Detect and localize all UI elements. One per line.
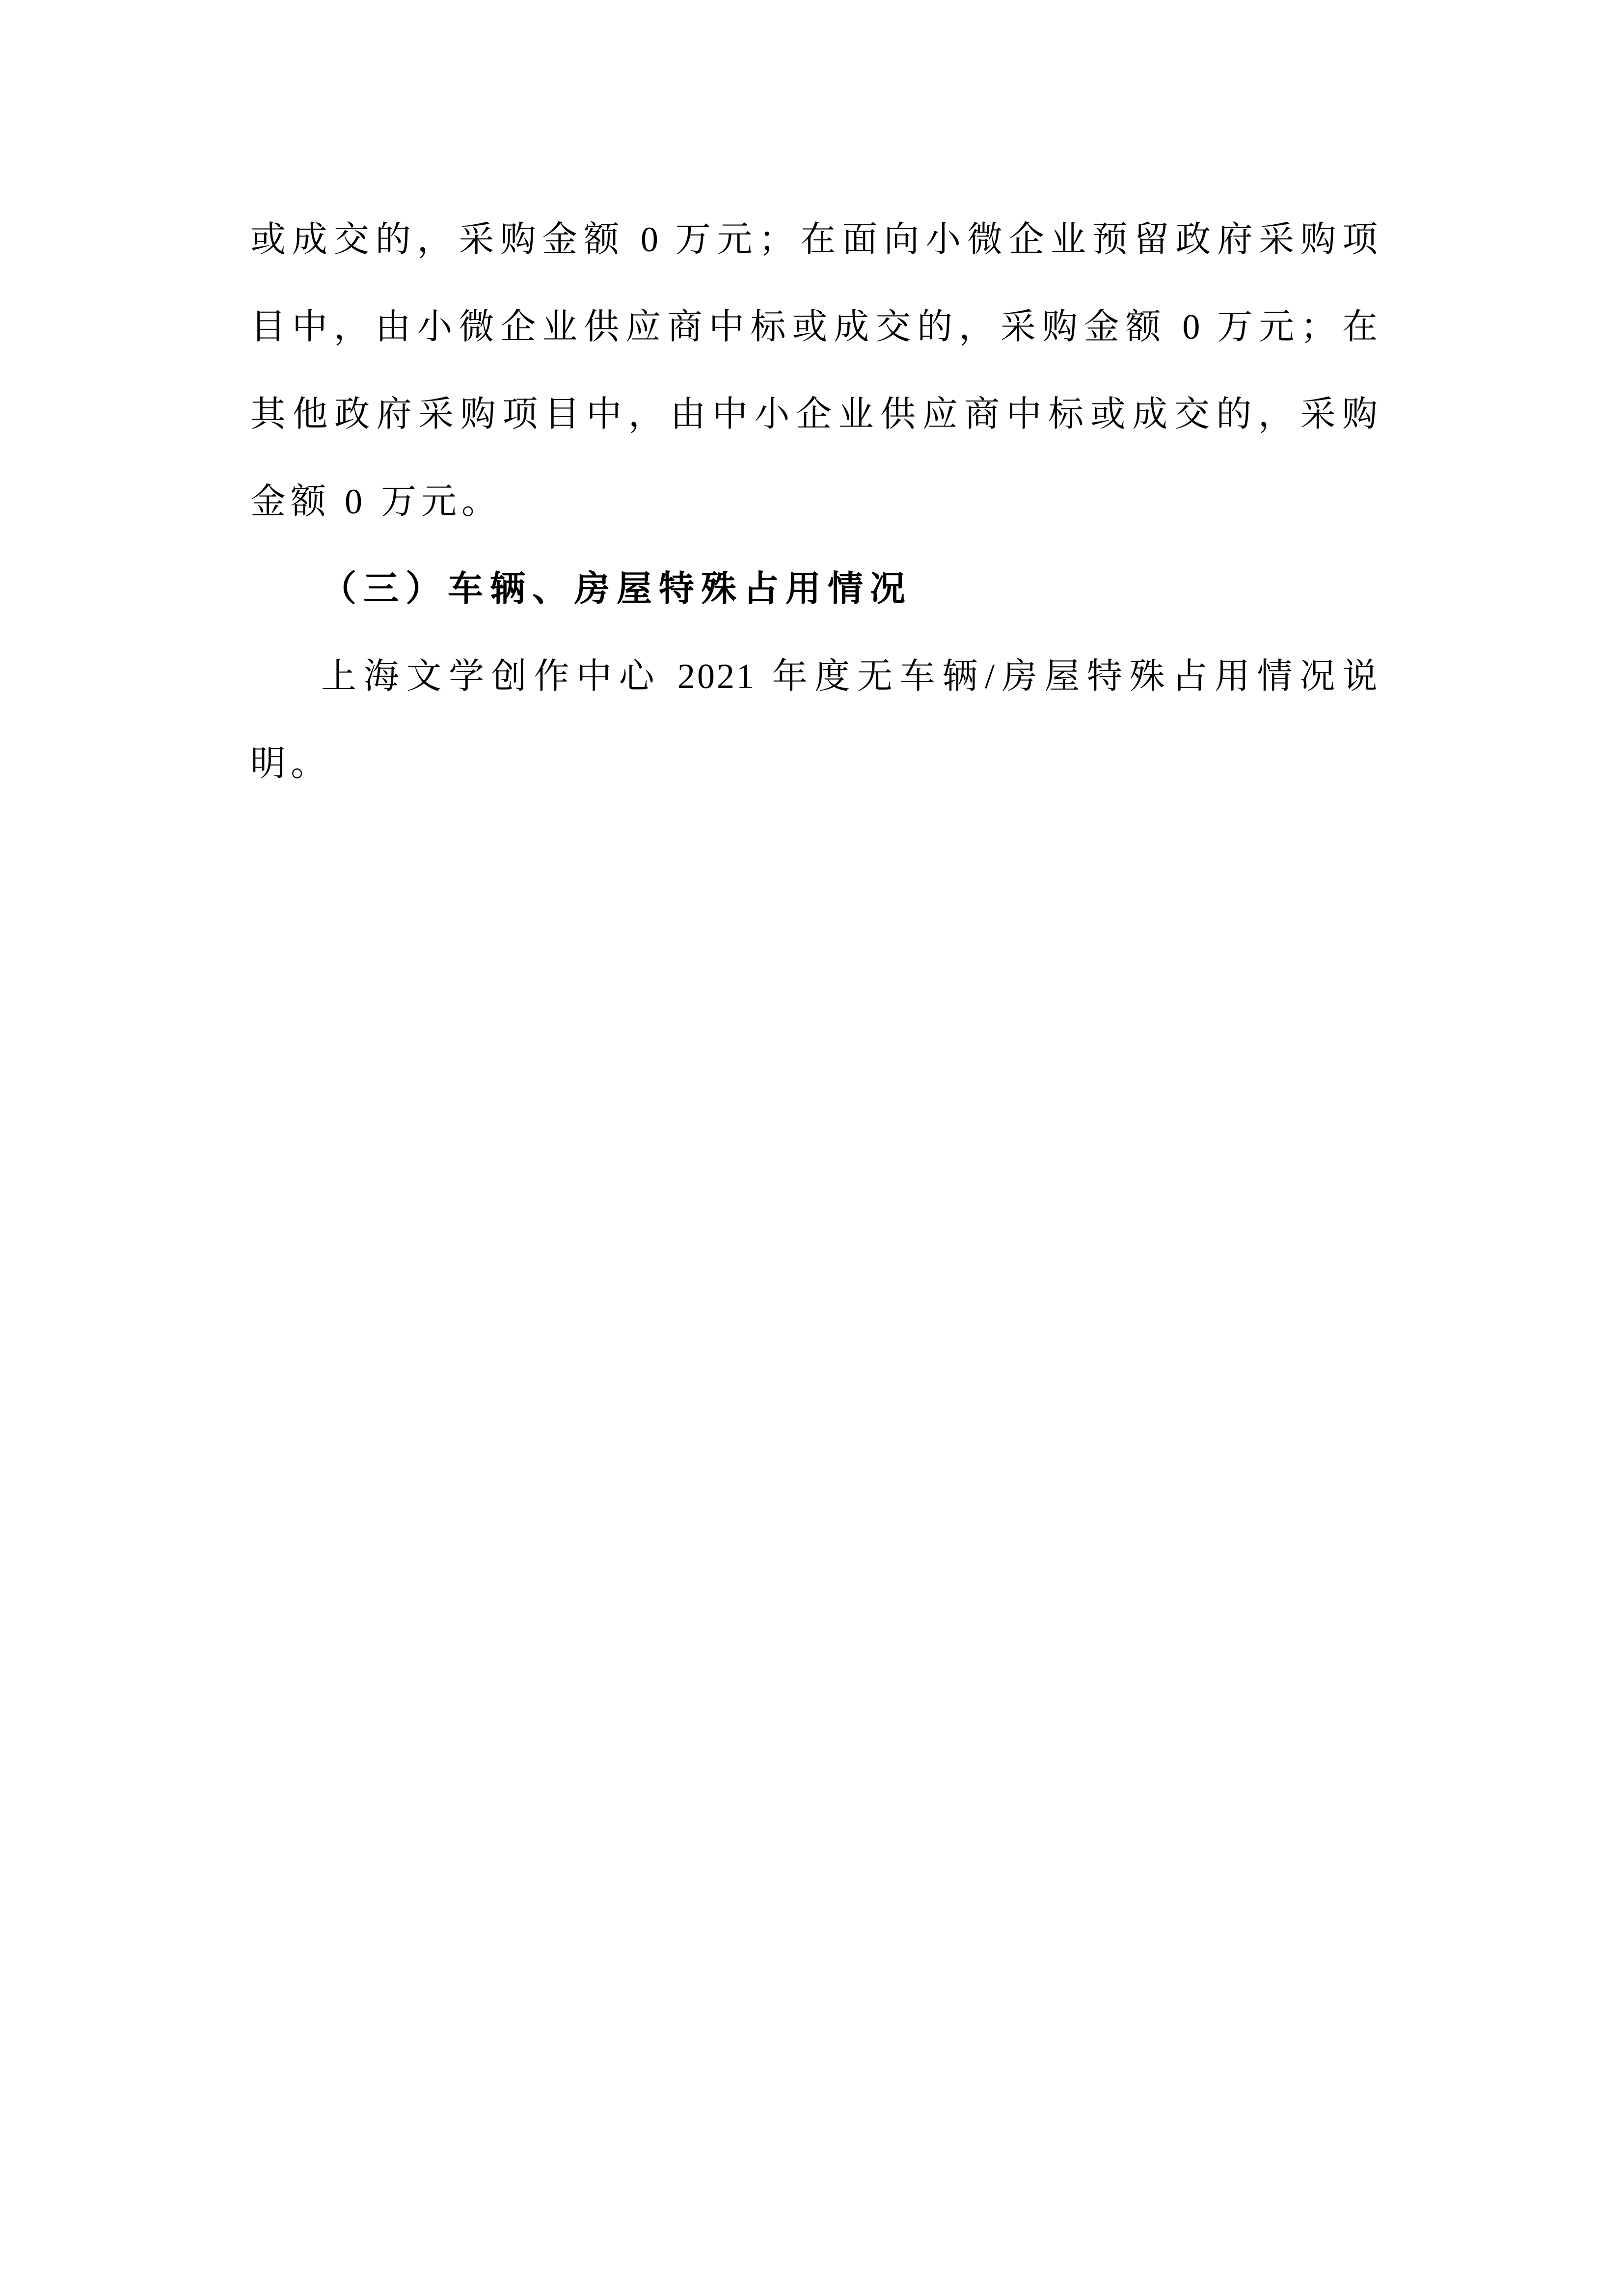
section-heading-vehicle-housing: （三）车辆、房屋特殊占用情况 — [321, 569, 913, 609]
paragraph-procurement-line-2: 目中，由小微企业供应商中标或成交的，采购金额 0 万元；在 — [250, 307, 1380, 347]
paragraph-procurement-line-3: 其他政府采购项目中，由中小企业供应商中标或成交的，采购 — [250, 395, 1380, 434]
paragraph-procurement-line-1: 或成交的，采购金额 0 万元；在面向小微企业预留政府采购项 — [250, 220, 1380, 259]
paragraph-vehicle-housing-line-2: 明。 — [250, 744, 331, 783]
paragraph-procurement-line-4: 金额 0 万元。 — [250, 482, 502, 521]
paragraph-vehicle-housing-line-1: 上海文学创作中心 2021 年度无车辆/房屋特殊占用情况说 — [321, 657, 1380, 696]
page-content — [250, 196, 1380, 807]
